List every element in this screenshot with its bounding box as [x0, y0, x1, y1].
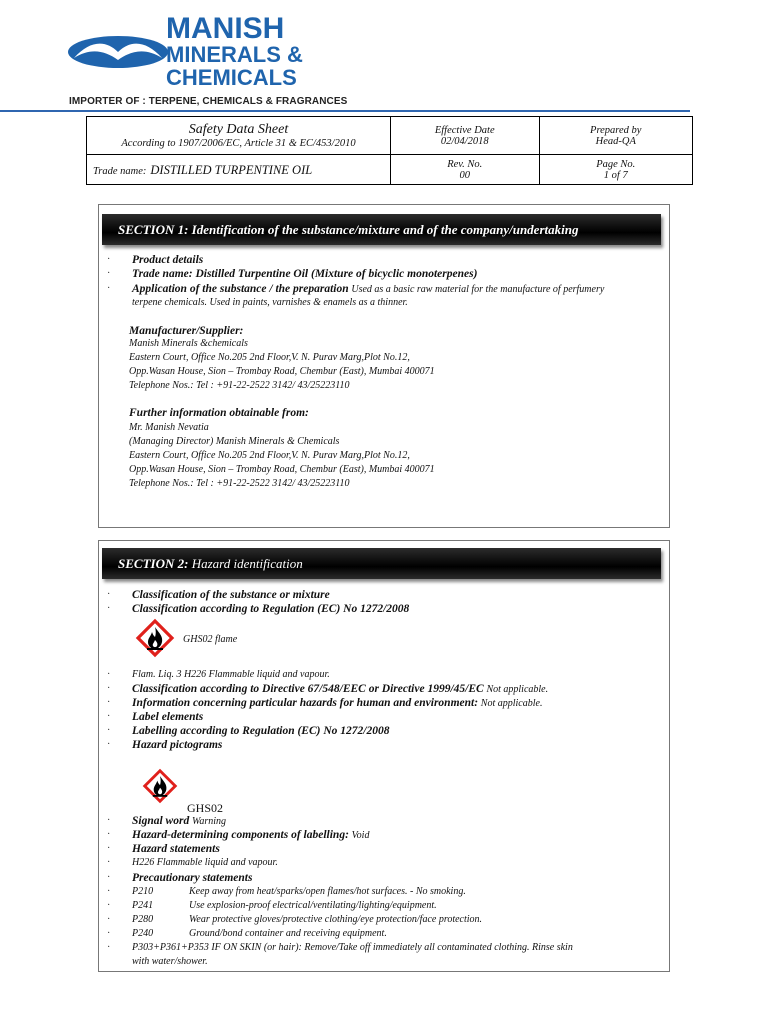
manufacturer-line: Telephone Nos.: Tel : +91-22-2522 3142/ 43/25223110	[129, 380, 350, 391]
bullet: ·	[107, 683, 111, 694]
bullet: ·	[107, 942, 111, 953]
trade-name-line: Trade name: Distilled Turpentine Oil (Mixture of bicyclic monoterpenes)	[132, 268, 478, 280]
revision-value: 00	[459, 169, 470, 181]
prepared-by-cell	[539, 117, 693, 155]
trade-name-label: Trade name:	[93, 165, 147, 177]
further-info-line: Opp.Wasan House, Sion – Trombay Road, Chembur (East), Mumbai 400071	[129, 464, 435, 475]
bullet: ·	[107, 603, 111, 614]
directive-label: Classification according to Directive 67/548/EEC or Directive 1999/45/EC	[132, 683, 484, 695]
section-2-header	[102, 548, 661, 579]
manufacturer-line: Opp.Wasan House, Sion – Trombay Road, Chembur (East), Mumbai 400071	[129, 366, 435, 377]
further-info-line: Telephone Nos.: Tel : +91-22-2522 3142/ 43/25223110	[129, 478, 350, 489]
hazard-pictograms-heading: Hazard pictograms	[132, 739, 223, 751]
page-number-label: Page No.	[596, 158, 636, 170]
p303-statement-cont: with water/shower.	[132, 956, 208, 967]
hazard-statements-heading: Hazard statements	[132, 843, 220, 855]
precaution-code: P210	[132, 886, 154, 897]
importer-tagline: IMPORTER OF : TERPENE, CHEMICALS & FRAGRANCES	[69, 96, 348, 107]
hazard-components-label: Hazard-determining components of labelling:	[132, 829, 349, 841]
bullet: ·	[107, 914, 111, 925]
signal-word-line	[132, 814, 226, 829]
label-elements: Label elements	[132, 711, 204, 723]
revision-label: Rev. No.	[447, 158, 483, 170]
hazard-components-value: Void	[351, 830, 370, 841]
precaution-text: Ground/bond container and receiving equipment.	[189, 928, 387, 939]
flame-hazard-icon	[135, 618, 175, 658]
effective-date-value: 02/04/2018	[440, 135, 489, 147]
application-text-cont: terpene chemicals. Used in paints, varnishes & enamels as a thinner.	[132, 297, 408, 308]
precautionary-heading: Precautionary statements	[132, 872, 253, 884]
flame-hazard-icon	[142, 768, 178, 804]
bullet: ·	[107, 815, 111, 826]
document-info-table	[86, 116, 693, 185]
bullet: ·	[107, 829, 111, 840]
further-info-heading: Further information obtainable from:	[129, 407, 309, 419]
company-logo	[66, 34, 170, 70]
logo-mark-icon	[66, 34, 170, 70]
effective-date-label: Effective Date	[434, 124, 495, 136]
precaution-code: P280	[132, 914, 154, 925]
precaution-text: Keep away from heat/sparks/open flames/hot surfaces. - No smoking.	[189, 886, 466, 897]
revision-cell	[390, 155, 539, 185]
bullet: ·	[107, 857, 111, 868]
sds-title-cell	[87, 117, 391, 155]
hazard-components-line	[132, 828, 369, 843]
sds-regulation: According to 1907/2006/EC, Article 31 & EC/453/2010	[121, 138, 356, 149]
hazard-info-label: Information concerning particular hazards for human and environment:	[132, 697, 479, 709]
product-details: Product details	[132, 254, 204, 266]
classification-regulation: Classification according to Regulation (EC) No 1272/2008	[132, 603, 410, 615]
precaution-code: P241	[132, 900, 154, 911]
bullet: ·	[107, 254, 111, 265]
logo-line-3: CHEMICALS	[166, 65, 297, 90]
bullet: ·	[107, 886, 111, 897]
bullet: ·	[107, 669, 111, 680]
signal-word-label: Signal word	[132, 815, 190, 827]
labelling-regulation: Labelling according to Regulation (EC) No 1272/2008	[132, 725, 390, 737]
logo-line-1: MANISH	[166, 12, 285, 45]
bullet: ·	[107, 283, 111, 294]
precaution-text: Use explosion-proof electrical/ventilating/lighting/equipment.	[189, 900, 437, 911]
directive-line	[132, 682, 548, 697]
section-2-number: SECTION 2:	[118, 556, 189, 571]
logo-line-2: MINERALS &	[166, 42, 303, 67]
application-label: Application of the substance / the preparation	[132, 283, 349, 295]
bullet: ·	[107, 725, 111, 736]
page-number-cell	[539, 155, 693, 185]
signal-word-value: Warning	[191, 816, 227, 827]
bullet: ·	[107, 843, 111, 854]
bullet: ·	[107, 900, 111, 911]
bullet: ·	[107, 928, 111, 939]
prepared-by-value: Head-QA	[595, 135, 636, 147]
header-divider	[0, 110, 690, 112]
trade-name-value: DISTILLED TURPENTINE OIL	[150, 162, 313, 177]
bullet: ·	[107, 739, 111, 750]
precaution-code: P240	[132, 928, 154, 939]
further-info-line: (Managing Director) Manish Minerals & Chemicals	[129, 436, 340, 447]
precaution-text: Wear protective gloves/protective clothing/eye protection/face protection.	[189, 914, 483, 925]
classification-heading: Classification of the substance or mixture	[132, 589, 330, 601]
hazard-info-value: Not applicable.	[480, 698, 543, 709]
further-info-line: Mr. Manish Nevatia	[129, 422, 209, 433]
application-line	[132, 282, 604, 297]
sds-title: Safety Data Sheet	[188, 122, 289, 137]
prepared-by-label: Prepared by	[590, 124, 642, 136]
directive-value: Not applicable.	[486, 684, 549, 695]
further-info-line: Eastern Court, Office No.205 2nd Floor,V. N. Purav Marg,Plot No.12,	[129, 450, 410, 461]
section-2-title: Hazard identification	[191, 556, 303, 571]
section-1-header: SECTION 1: Identification of the substance/mixture and of the company/undertaking	[102, 214, 661, 245]
h226-statement: H226 Flammable liquid and vapour.	[132, 857, 278, 868]
ghs-caption: GHS02 flame	[183, 634, 238, 645]
ghs02-label: GHS02	[187, 801, 224, 815]
hazard-info-line	[132, 696, 542, 711]
bullet: ·	[107, 711, 111, 722]
bullet: ·	[107, 872, 111, 883]
flam-liq-line: Flam. Liq. 3 H226 Flammable liquid and vapour.	[132, 669, 330, 680]
p303-statement: P303+P361+P353 IF ON SKIN (or hair): Remove/Take off immediately all contaminated clothing. Rinse skin	[132, 942, 573, 953]
bullet: ·	[107, 268, 111, 279]
page-number-value: 1 of 7	[603, 169, 628, 181]
manufacturer-line: Eastern Court, Office No.205 2nd Floor,V. N. Purav Marg,Plot No.12,	[129, 352, 410, 363]
application-text: Used as a basic raw material for the manufacture of perfumery	[351, 284, 605, 295]
bullet: ·	[107, 589, 111, 600]
bullet: ·	[107, 697, 111, 708]
trade-name-cell	[87, 155, 391, 185]
effective-date-cell	[390, 117, 539, 155]
manufacturer-heading: Manufacturer/Supplier:	[129, 325, 244, 337]
manufacturer-line: Manish Minerals &chemicals	[129, 338, 248, 349]
